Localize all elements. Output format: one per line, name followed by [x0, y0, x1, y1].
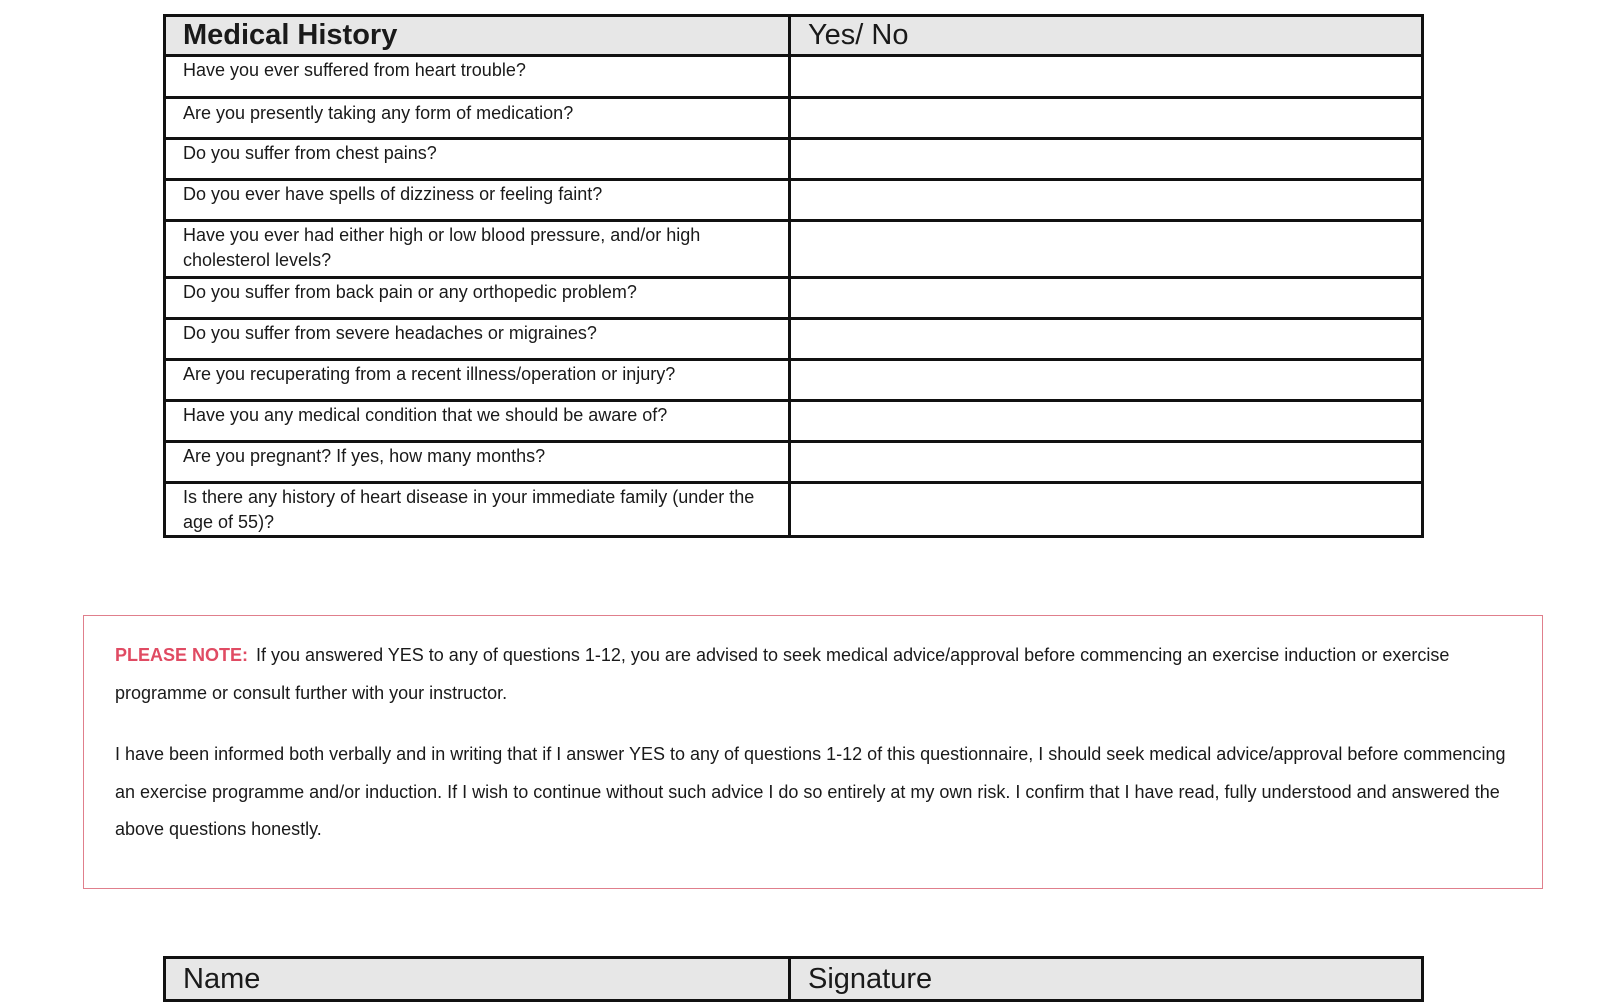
question-cell: Are you recuperating from a recent illness/operation or injury?	[165, 360, 790, 401]
medical-history-header-row	[165, 16, 1423, 56]
question-cell: Is there any history of heart disease in your immediate family (under the age of 55)?	[165, 483, 790, 537]
answer-cell[interactable]	[790, 360, 1423, 401]
answer-cell[interactable]	[790, 278, 1423, 319]
note-paragraph-2: I have been informed both verbally and in writing that if I answer YES to any of questions 1-12 of this questionnaire, I should seek medical advice/approval before commencing an exercise programme and/or induction. If I wish to continue without such advice I do so entirely at my own risk. I confirm that I have read, fully understood and answered the above questions honestly.	[115, 744, 1506, 839]
answer-cell[interactable]	[790, 483, 1423, 537]
question-cell: Are you presently taking any form of medication?	[165, 98, 790, 139]
signature-table	[163, 956, 1424, 1002]
medical-history-table	[163, 14, 1424, 538]
please-note-box	[83, 615, 1543, 889]
table-row	[165, 401, 1423, 442]
table-row	[165, 360, 1423, 401]
table-row	[165, 278, 1423, 319]
question-cell: Do you suffer from back pain or any orthopedic problem?	[165, 278, 790, 319]
table-row	[165, 180, 1423, 221]
table-row	[165, 56, 1423, 98]
note-text-1: If you answered YES to any of questions 1-12, you are advised to seek medical advice/approval before commencing an exercise induction or exercise programme or consult further with your instructor.	[115, 645, 1450, 703]
table-row	[165, 319, 1423, 360]
question-cell: Do you suffer from severe headaches or migraines?	[165, 319, 790, 360]
table-row	[165, 483, 1423, 537]
question-cell: Have you ever suffered from heart trouble?	[165, 56, 790, 98]
signature-header-row	[165, 958, 1423, 1001]
yes-no-heading: Yes/ No	[790, 16, 1423, 56]
medical-history-heading: Medical History	[165, 16, 790, 56]
answer-cell[interactable]	[790, 56, 1423, 98]
signature-heading: Signature	[790, 958, 1423, 1001]
question-cell: Have you any medical condition that we should be aware of?	[165, 401, 790, 442]
answer-cell[interactable]	[790, 221, 1423, 278]
answer-cell[interactable]	[790, 98, 1423, 139]
table-row	[165, 442, 1423, 483]
answer-cell[interactable]	[790, 180, 1423, 221]
answer-cell[interactable]	[790, 401, 1423, 442]
name-heading: Name	[165, 958, 790, 1001]
table-row	[165, 139, 1423, 180]
table-row	[165, 98, 1423, 139]
question-cell: Do you ever have spells of dizziness or feeling faint?	[165, 180, 790, 221]
please-note-label: PLEASE NOTE:	[115, 645, 249, 665]
question-cell: Do you suffer from chest pains?	[165, 139, 790, 180]
answer-cell[interactable]	[790, 139, 1423, 180]
question-cell: Have you ever had either high or low blood pressure, and/or high cholesterol levels?	[165, 221, 790, 278]
answer-cell[interactable]	[790, 319, 1423, 360]
table-row	[165, 221, 1423, 278]
answer-cell[interactable]	[790, 442, 1423, 483]
note-paragraph-1	[115, 637, 1514, 712]
question-cell: Are you pregnant? If yes, how many months?	[165, 442, 790, 483]
